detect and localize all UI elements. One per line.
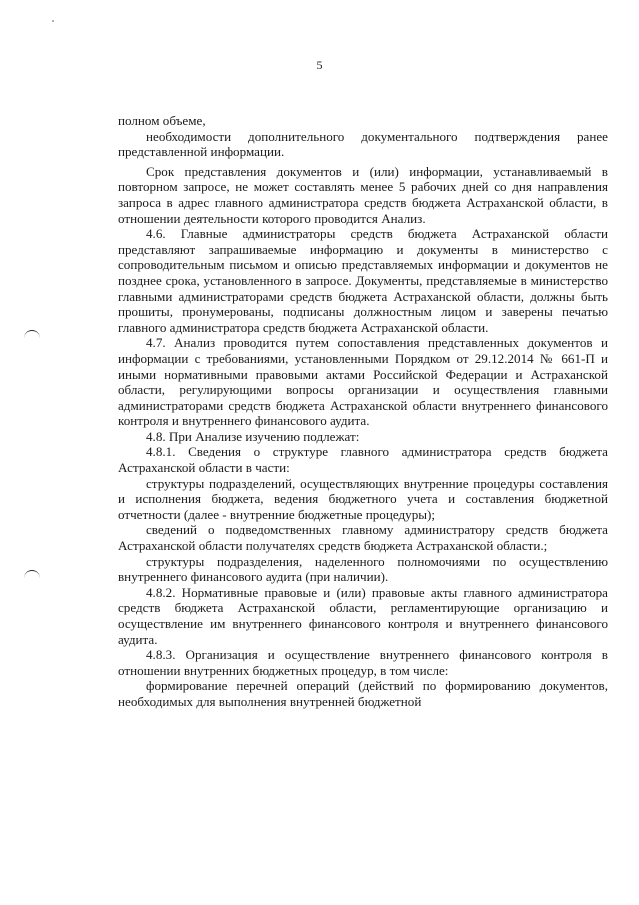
paragraph: необходимости дополнительного документального подтверждения ранее представленной информации. (118, 128, 608, 160)
paragraph: структуры подразделения, наделенного полномочиями по осуществлению внутреннего финансового аудита (при наличии). (118, 553, 608, 585)
document-body (118, 113, 608, 710)
paragraph: полном объеме, (118, 113, 206, 128)
scan-speck (52, 20, 54, 22)
binder-hole-mark-lower (24, 570, 40, 579)
paragraph: 4.8.2. Нормативные правовые и (или) правовые акты главного администратора средств бюджета Астраханской области, регламентирующие организацию и осуществление им внутреннего финансового контроля и внутреннего финансового аудита. (118, 584, 608, 647)
paragraph: 4.8.1. Сведения о структуре главного администратора средств бюджета Астраханской области в части: (118, 444, 608, 476)
paragraph: сведений о подведомственных главному администратору средств бюджета Астраханской области получателях средств бюджета Астраханской области.; (118, 522, 608, 554)
paragraph: 4.8. При Анализе изучению подлежат: (146, 428, 360, 444)
paragraph: структуры подразделений, осуществляющих внутренние процедуры составления и исполнения бюджета, ведения бюджетного учета и составления бюджетной отчетности (далее - внутренние бюджетные процедуры); (118, 475, 608, 522)
paragraph: Срок представления документов и (или) информации, устанавливаемый в повторном запросе, не может составлять менее 5 рабочих дней со дня направления запроса в адрес главного администратора средств бюджета Астраханской области, в отношении деятельности которого проводится Анализ. (118, 163, 608, 226)
paragraph: 4.6. Главные администраторы средств бюджета Астраханской области представляют запрашиваемые информацию и документы в министерство с сопроводительным письмом и описью представляемых информации и документов не позднее срока, установленного в запросе. Документы, представляемые в министерство главными администраторами средств бюджета Астраханской области, должны быть прошиты, пронумерованы, подписаны должностным лицом и заверены печатью главного администратора средств бюджета Астраханской области. (118, 226, 608, 335)
binder-hole-mark-upper (24, 330, 40, 339)
paragraph: 4.8.3. Организация и осуществление внутреннего финансового контроля в отношении внутренних бюджетных процедур, в том числе: (118, 647, 608, 678)
paragraph: 4.7. Анализ проводится путем сопоставления представленных документов и информации с требованиями, установленными Порядком от 29.12.2014 № 661-П и иными нормативными правовыми актами Российской Федерации и Астраханской области, регулирующими вопросы организации и осуществления главными администраторами средств бюджета Астраханской области внутреннего финансового контроля и внутреннего финансового аудита. (118, 335, 608, 429)
paragraph: формирование перечней операций (действий по формированию документов, необходимых для выполнения внутренней бюджетной (118, 678, 608, 709)
page-number: 5 (316, 58, 323, 72)
